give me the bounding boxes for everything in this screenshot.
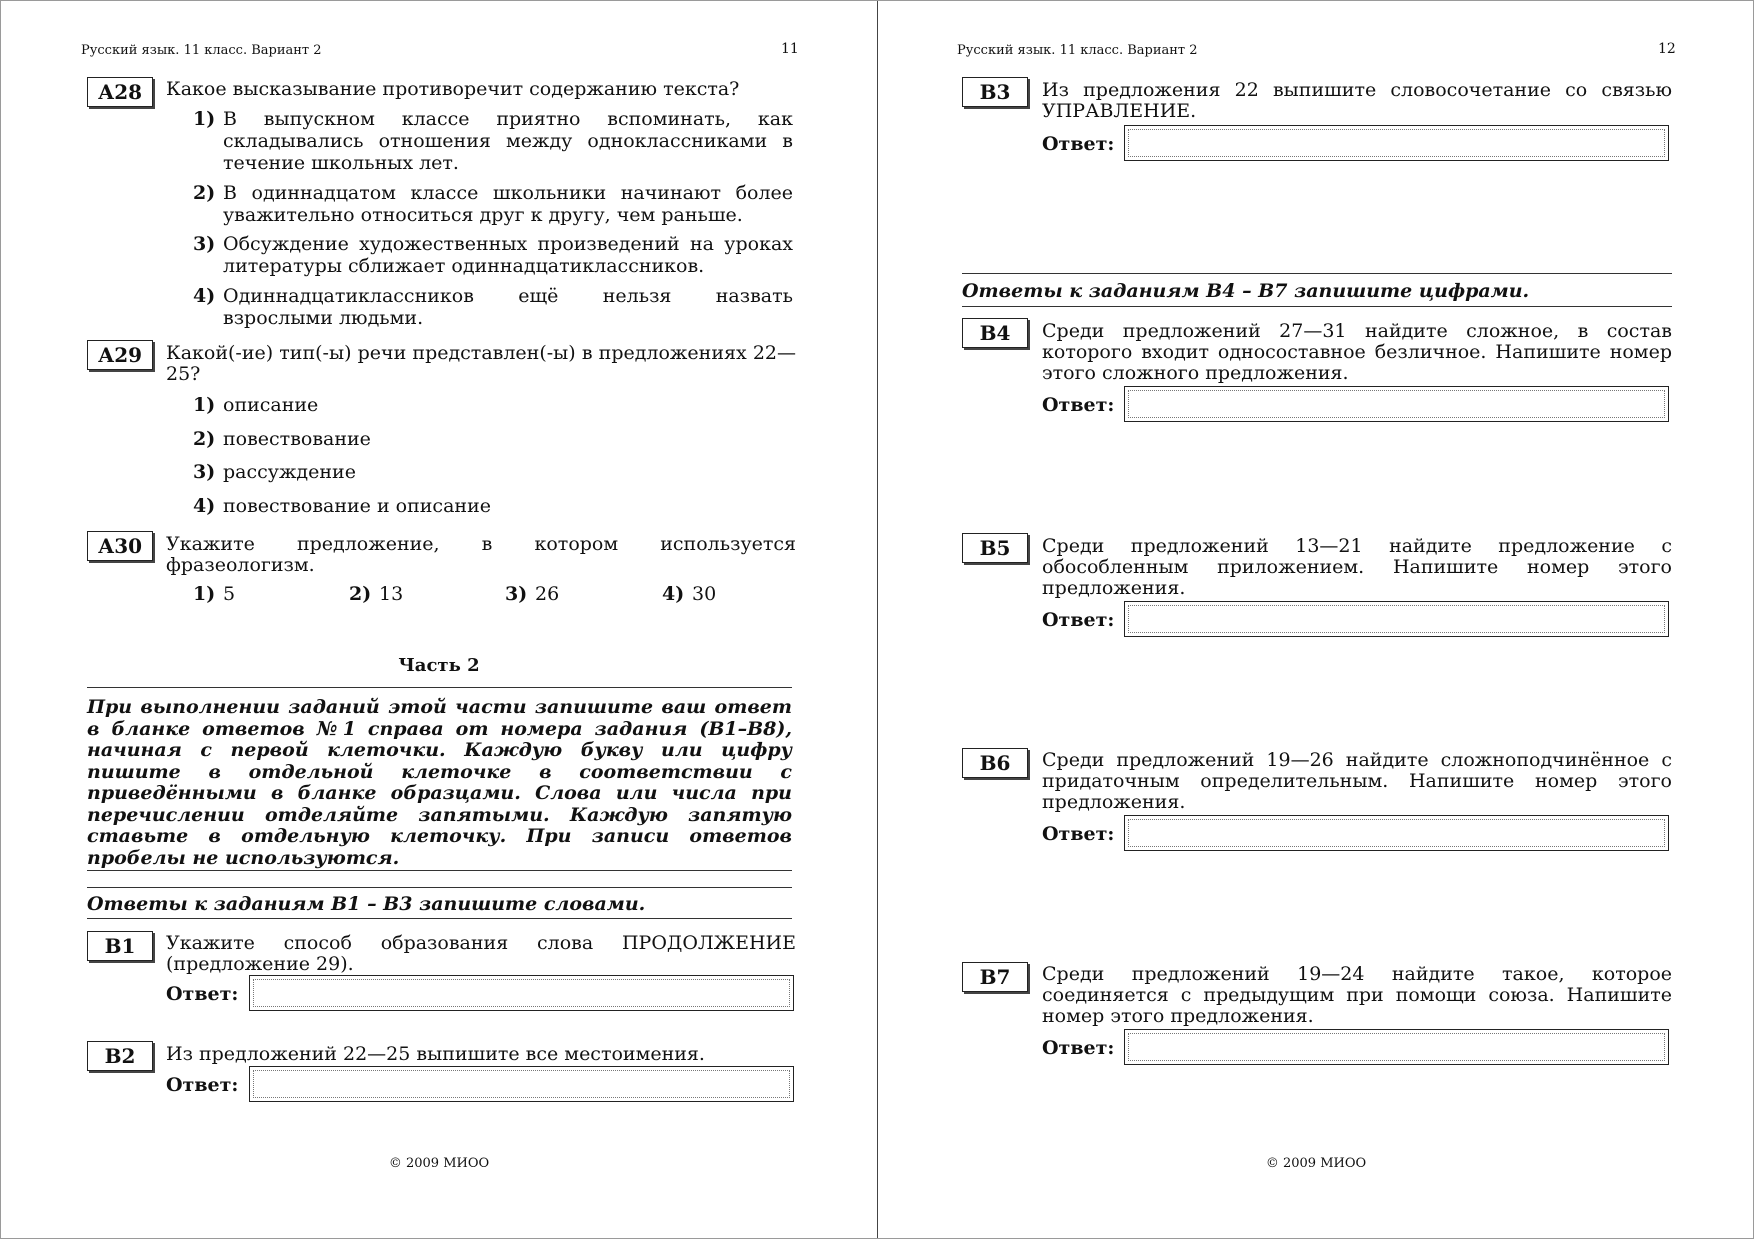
option-text: 13 [379, 583, 404, 605]
page-right [878, 1, 1754, 1238]
page-header: Русский язык. 11 класс. Вариант 2 [81, 43, 322, 58]
task-label-b3: В3 [962, 77, 1028, 107]
answer-row-b2 [166, 1066, 796, 1102]
option-text: В выпускном классе приятно вспоминать, как складывались отношения между одноклассниками в течение школьных лет. [223, 108, 793, 174]
task-question-a29: Какой(-ие) тип(-ы) речи представлен(-ы) в предложениях 22—25? [166, 342, 796, 385]
task-label-a28: А28 [87, 77, 153, 107]
option-a30-3 [505, 583, 625, 605]
divider [87, 918, 792, 919]
answer-label: Ответ: [1042, 1037, 1115, 1059]
task-label-b2: В2 [87, 1041, 153, 1071]
b4-b7-heading: Ответы к заданиям В4 – В7 запишите цифрами. [962, 280, 1530, 302]
option-a30-4 [662, 583, 782, 605]
task-question-a28: Какое высказывание противоречит содержанию текста? [166, 78, 740, 100]
option-number: 3) [193, 461, 216, 483]
page-number: 11 [781, 41, 799, 57]
option-number: 3) [505, 583, 528, 605]
answer-label: Ответ: [166, 1074, 239, 1096]
option-a29-4 [193, 495, 793, 517]
divider [962, 306, 1672, 307]
task-question-b7: Среди предложений 19—24 найдите такое, которое соединяется с предыдущим при помощи союза. Напишите номер этого предложения. [1042, 963, 1672, 1027]
option-a28-2 [193, 182, 793, 226]
answer-label: Ответ: [1042, 133, 1115, 155]
answer-row-b1 [166, 975, 796, 1011]
page-header: Русский язык. 11 класс. Вариант 2 [957, 43, 1198, 58]
answer-box-b2[interactable] [249, 1066, 794, 1102]
answer-box-b3[interactable] [1124, 125, 1669, 161]
option-number: 2) [349, 583, 372, 605]
divider [87, 687, 792, 688]
b1-b3-heading: Ответы к заданиям В1 – В3 запишите словами. [87, 893, 646, 915]
page-left [1, 1, 877, 1238]
option-a29-1 [193, 394, 793, 416]
task-label-a29: А29 [87, 340, 153, 370]
task-question-b5: Среди предложений 13—21 найдите предложение с обособленным приложением. Напишите номер этого предложения. [1042, 535, 1672, 599]
task-question-a30: Укажите предложение, в котором используется фразеологизм. [166, 533, 796, 576]
option-number: 1) [193, 108, 216, 130]
task-label-b4: В4 [962, 318, 1028, 348]
page-footer: © 2009 МИОО [1265, 1156, 1367, 1171]
option-number: 4) [193, 495, 216, 517]
task-label-b5: В5 [962, 533, 1028, 563]
option-text: повествование и описание [223, 495, 491, 517]
option-number: 3) [193, 233, 216, 255]
task-label-b1: В1 [87, 931, 153, 961]
option-number: 2) [193, 182, 216, 204]
answer-box-b4[interactable] [1124, 386, 1669, 422]
task-label-a30: А30 [87, 531, 153, 561]
part-2-title: Часть 2 [398, 655, 480, 676]
option-number: 1) [193, 583, 216, 605]
answer-row-b3 [1042, 125, 1674, 161]
task-question-b1: Укажите способ образования слова ПРОДОЛЖЕНИЕ (предложение 29). [166, 932, 796, 975]
option-number: 1) [193, 394, 216, 416]
divider [962, 273, 1672, 274]
option-text: рассуждение [223, 461, 356, 483]
option-a28-1 [193, 108, 793, 174]
answer-box-b5[interactable] [1124, 601, 1669, 637]
answer-label: Ответ: [1042, 609, 1115, 631]
option-a30-2 [349, 583, 469, 605]
option-a30-1 [193, 583, 313, 605]
answer-label: Ответ: [1042, 823, 1115, 845]
divider [87, 870, 792, 871]
option-a29-2 [193, 428, 793, 450]
task-label-b7: В7 [962, 962, 1028, 992]
answer-label: Ответ: [166, 983, 239, 1005]
option-number: 2) [193, 428, 216, 450]
answer-label: Ответ: [1042, 394, 1115, 416]
answer-row-b4 [1042, 386, 1674, 422]
task-question-b4: Среди предложений 27—31 найдите сложное, в состав которого входит односоставное безличное. Напишите номер этого сложного предложения. [1042, 320, 1672, 384]
task-label-b6: В6 [962, 748, 1028, 778]
option-text: 5 [223, 583, 236, 605]
option-text: повествование [223, 428, 371, 450]
answer-row-b6 [1042, 815, 1674, 851]
option-number: 4) [662, 583, 685, 605]
option-text: 26 [535, 583, 560, 605]
answer-row-b5 [1042, 601, 1674, 637]
page-footer: © 2009 МИОО [388, 1156, 490, 1171]
option-a28-3 [193, 233, 793, 277]
part-2-instructions: При выполнении заданий этой части запишите ваш ответ в бланке ответов №1 справа от номера задания (В1–В8), начиная с первой клеточки. Каждую букву или цифру пишите в отдельной клеточке в соответствии с приведёнными в бланке образцами. Слова или числа при перечислении отделяйте запятыми. Каждую запятую ставьте в отдельную клеточку. При записи ответов пробелы не используются. [87, 696, 792, 869]
option-text: 30 [692, 583, 717, 605]
option-a29-3 [193, 461, 793, 483]
task-question-b6: Среди предложений 19—26 найдите сложноподчинённое с придаточным определительным. Напишите номер этого предложения. [1042, 749, 1672, 813]
option-text: Одиннадцатиклассников ещё нельзя назвать взрослыми людьми. [223, 285, 793, 329]
option-a28-4 [193, 285, 793, 329]
divider [87, 887, 792, 888]
answer-box-b7[interactable] [1124, 1029, 1669, 1065]
answer-box-b6[interactable] [1124, 815, 1669, 851]
option-text: описание [223, 394, 319, 416]
option-text: В одиннадцатом классе школьники начинают более уважительно относиться друг к другу, чем раньше. [223, 182, 793, 226]
task-question-b2: Из предложений 22—25 выпишите все местоимения. [166, 1043, 705, 1065]
page-number: 12 [1658, 41, 1676, 57]
answer-row-b7 [1042, 1029, 1674, 1065]
task-question-b3: Из предложения 22 выпишите словосочетание со связью УПРАВЛЕНИЕ. [1042, 79, 1672, 122]
option-text: Обсуждение художественных произведений на уроках литературы сближает одиннадцатиклассников. [223, 233, 793, 277]
option-number: 4) [193, 285, 216, 307]
answer-box-b1[interactable] [249, 975, 794, 1011]
